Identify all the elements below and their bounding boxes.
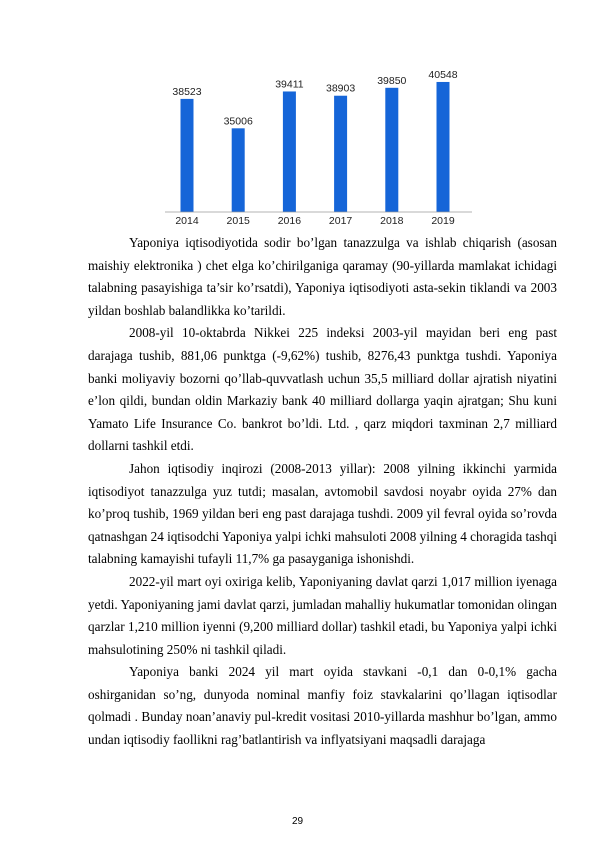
data-label-2014: 38523 — [172, 85, 202, 98]
paragraph-3: Jahon iqtisodiy inqirozi (2008-2013 yillar): 2008 yilning ikkinchi yarmida iqtisodiyot tanazzulga yuz tutdi; masalan, avtomobil savdosi noyabr oyida 27% dan ko’proq tushib, 1969 yildan beri eng past darajaga tushdi. 2009 yil fevral oyida so’rovda qatnashgan 24 iqtisodchi Yaponiya yalpi ichki mahsuloti 2008 yilning 4 choragida tashqi talabning kamayishi tufayli 11,7% ga pasayganiga ishonishdi. — [88, 460, 557, 567]
paragraph-2: 2008-yil 10-oktabrda Nikkei 225 indeksi 2003-yil mayidan beri eng past darajaga tushib, 881,06 punktga (-9,62%) tushib, 8276,43 punktga tushdi. Yaponiya banki moliyaviy bozorni qo’llab-quvvatlash uchun 35,5 milliard dollar ajratish niyatini e’lon qildi, bundan oldin Markaziy bank 40 milliard dollarga yaqin ajratgan; Shu kuni Yamato Life Insurance Co. bankrot bo’ldi. Ltd. , qarz miqdori taxminan 2,7 milliard dollarni tashkil etdi. — [88, 325, 557, 454]
tick-label-2016: 2016 — [277, 215, 302, 227]
paragraph-5: Yaponiya banki 2024 yil mart oyida stavkani -0,1 dan 0-0,1% gacha oshirganidan so’ng, dunyoda nominal manfiy foiz stavkalarini qo’llagan iqtisodlar qolmadi . Bunday noan’anaviy pul-kredit vositasi 2010-yillarda mashhur bo’lgan, ammo undan iqtisodiy faollikni rag’batlantirish va inflyatsiyani maqsadli darajaga — [88, 664, 557, 748]
data-label-2017: 38903 — [325, 82, 356, 95]
bar-2015 — [232, 128, 245, 212]
data-label-2019: 40548 — [428, 68, 458, 81]
document-body — [88, 232, 557, 752]
tick-label-2017: 2017 — [328, 215, 353, 227]
paragraph-4: 2022-yil mart oyi oxiriga kelib, Yaponiyaning davlat qarzi 1,017 million iyenaga yetdi. Yaponiyaning jami davlat qarzi, jumladan mahalliy hukumatlar tomonidan olingan qarzlar 1,210 million iyenni (9,200 milliard dollar) tashkil etadi, bu Yaponiya yalpi ichki mahsulotining 250% ni tashkil qiladi. — [88, 573, 557, 657]
bar-chart — [150, 50, 480, 230]
paragraph-1: Yaponiya iqtisodiyotida sodir bo’lgan tanazzulga va ishlab chiqarish (asosan maishiy elektronika ) chet elga ko’chirilganiga qaramay (90-yillarda mamlakat ichidagi talabning pasayishiga ta’sir ko’rsatdi), Yaponiya iqtisodiyoti asta-sekin tiklandi va 2003 yildan boshlab balandlikka ko’tarildi. — [88, 235, 557, 318]
bar-2017 — [334, 96, 347, 212]
tick-label-2018: 2018 — [380, 215, 404, 227]
data-label-2015: 35006 — [223, 115, 253, 128]
tick-label-2015: 2015 — [226, 215, 250, 227]
data-label-2018: 39850 — [377, 74, 407, 87]
tick-label-2014: 2014 — [175, 215, 199, 227]
tick-label-2019: 2019 — [431, 215, 455, 227]
data-label-2016: 39411 — [275, 78, 304, 91]
bar-2014 — [181, 99, 194, 212]
bar-2016 — [283, 91, 296, 212]
bar-2018 — [385, 88, 398, 212]
bar-2019 — [437, 82, 450, 212]
page-number: 29 — [291, 816, 304, 827]
